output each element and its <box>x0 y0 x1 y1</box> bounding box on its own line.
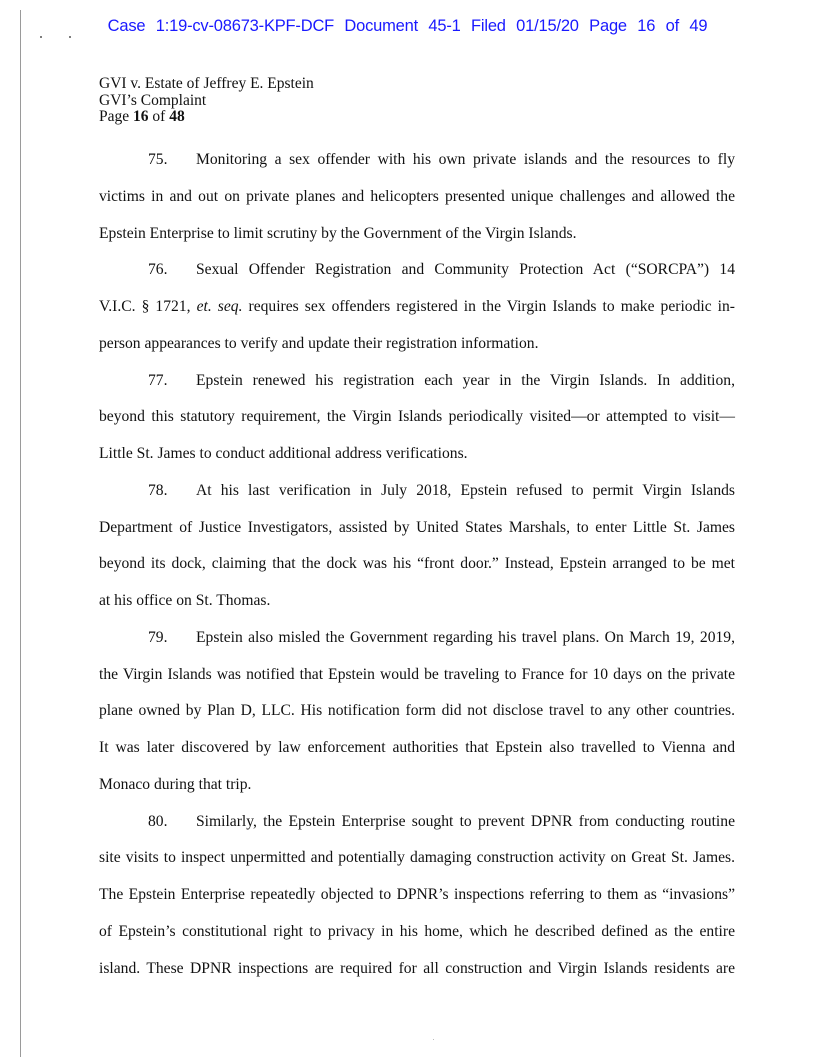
paragraph-line: V.I.C. § 1721, et. seq. requires sex offenders registered in the Virgin Islands to make periodic in- <box>99 298 735 315</box>
paragraph-text: Sexual Offender Registration and Community Protection Act (“SORCPA”) 14 <box>196 261 735 279</box>
paragraph-line: Department of Justice Investigators, assisted by United States Marshals, to enter Little St. James <box>99 518 735 536</box>
paragraph-number: 80. <box>148 812 168 830</box>
paragraph-number: 78. <box>148 481 168 499</box>
paragraph-number: 75. <box>148 151 168 168</box>
paragraph-line <box>99 252 735 289</box>
document-caption <box>99 76 314 126</box>
paragraph-line: site visits to inspect unpermitted and potentially damaging construction activity on Great St. James. <box>99 849 735 867</box>
paragraph-line: island. These DPNR inspections are required for all construction and Virgin Islands residents are <box>99 959 735 977</box>
paragraph-text: Epstein also misled the Government regarding his travel plans. On March 19, 2019, <box>196 628 735 646</box>
paragraph-line: The Epstein Enterprise repeatedly objected to DPNR’s inspections referring to them as “invasions” <box>99 886 735 903</box>
paragraph-line: plane owned by Plan D, LLC. His notification form did not disclose travel to any other countries. <box>99 702 735 720</box>
paragraph-number: 79. <box>148 628 168 646</box>
court-filing-header: Case 1:19-cv-08673-KPF-DCF Document 45-1 Filed 01/15/20 Page 16 of 49 <box>107 17 708 35</box>
document-body <box>99 142 735 987</box>
paragraph-number: 77. <box>148 371 168 389</box>
paragraph <box>99 620 735 804</box>
paragraph-line <box>99 620 735 657</box>
scan-speck <box>40 36 42 38</box>
paragraph-line <box>99 473 735 510</box>
paragraph-text: At his last verification in July 2018, Epstein refused to permit Virgin Islands <box>196 481 735 499</box>
paragraph-line: Little St. James to conduct additional address verifications. <box>99 445 468 462</box>
caption-document-title: GVI’s Complaint <box>99 91 207 109</box>
page-total: 48 <box>169 108 185 125</box>
paragraph-number: 76. <box>148 261 168 279</box>
page-of-label: of <box>148 108 170 125</box>
paragraph-line: Epstein Enterprise to limit scrutiny by the Government of the Virgin Islands. <box>99 224 577 242</box>
paragraph-line: person appearances to verify and update their registration information. <box>99 334 539 352</box>
scan-margin-line <box>20 10 21 1057</box>
paragraph-line: beyond this statutory requirement, the Virgin Islands periodically visited—or attempted to visit— <box>99 408 735 426</box>
paragraph-line: of Epstein’s constitutional right to privacy in his home, which he described defined as the entire <box>99 922 735 940</box>
paragraph <box>99 142 735 252</box>
paragraph-line: the Virgin Islands was notified that Epstein would be traveling to France for 10 days on the private <box>99 665 735 683</box>
paragraph-line: at his office on St. Thomas. <box>99 592 271 609</box>
paragraph-text: Similarly, the Epstein Enterprise sought to prevent DPNR from conducting routine <box>196 812 735 830</box>
page-current: 16 <box>133 108 149 125</box>
paragraph-text: Epstein renewed his registration each year in the Virgin Islands. In addition, <box>196 371 735 389</box>
page-label: Page <box>99 108 134 125</box>
paragraph <box>99 473 735 620</box>
paragraph-line <box>99 142 735 179</box>
paragraph-text: Monitoring a sex offender with his own private islands and the resources to fly <box>196 151 735 168</box>
paragraph-line: victims in and out on private planes and helicopters presented unique challenges and allowed the <box>99 187 735 205</box>
paragraph-line <box>99 804 735 841</box>
paragraph <box>99 363 735 473</box>
paragraph-line: Monaco during that trip. <box>99 775 252 793</box>
paragraph-line: beyond its dock, claiming that the dock was his “front door.” Instead, Epstein arranged to be met <box>99 555 735 573</box>
scan-speck <box>433 1039 434 1040</box>
paragraph-line <box>99 363 735 400</box>
paragraph <box>99 804 735 988</box>
scan-speck <box>69 36 71 38</box>
paragraph-line: It was later discovered by law enforcement authorities that Epstein also travelled to Vienna and <box>99 739 735 756</box>
caption-case-name: GVI v. Estate of Jeffrey E. Epstein <box>99 75 314 92</box>
caption-page-number <box>99 109 314 126</box>
paragraph <box>99 252 735 362</box>
